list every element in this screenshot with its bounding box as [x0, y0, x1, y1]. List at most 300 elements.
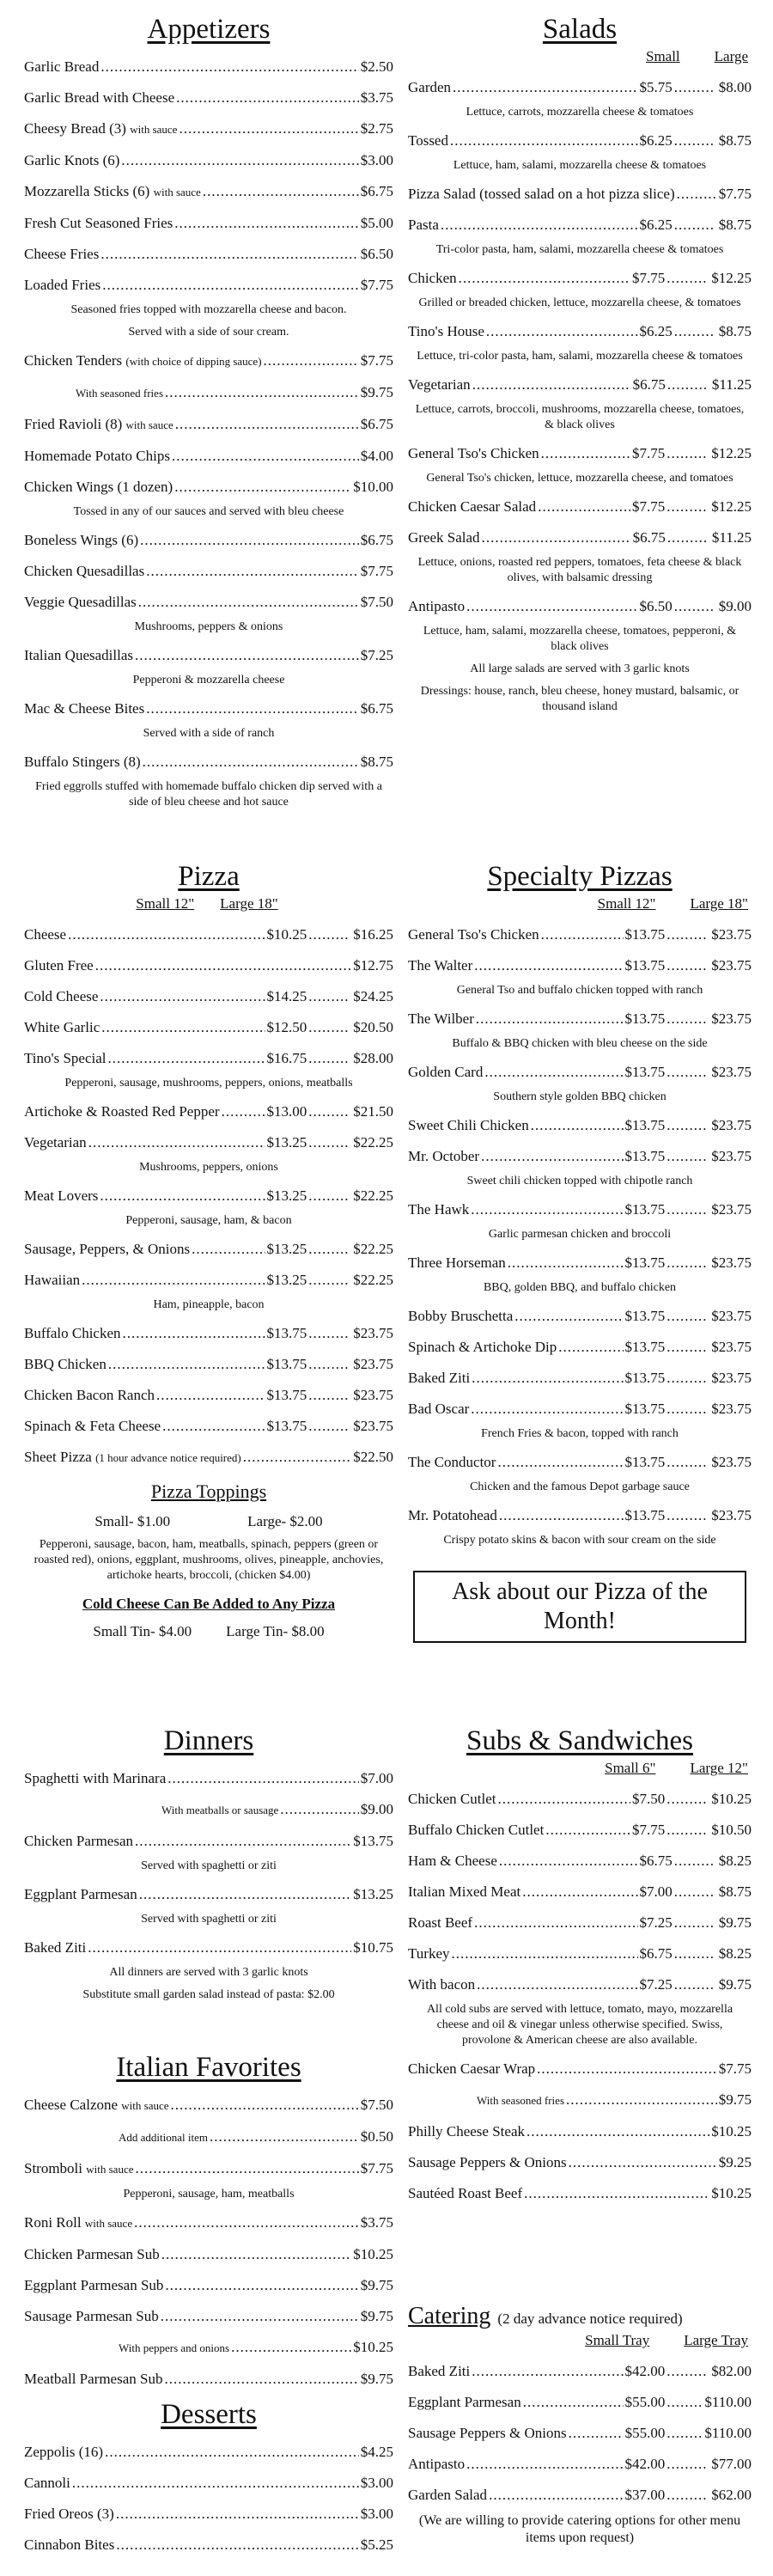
dessert-item [24, 2442, 393, 2463]
dot-leader [138, 592, 359, 613]
item-name: Pasta [408, 217, 439, 233]
dot-leader [308, 1416, 350, 1437]
item-price-small: $6.25 [639, 323, 673, 339]
item-price-small: $13.25 [266, 1272, 307, 1288]
item-price-large: $23.75 [353, 1356, 393, 1372]
item-price-large: $22.25 [353, 1241, 393, 1257]
dot-leader [674, 215, 715, 235]
dot-leader [666, 1452, 708, 1473]
item-name-text: Buffalo Stingers (8) [24, 754, 141, 770]
item-price-small: $12.50 [266, 1019, 307, 1035]
dot-leader [123, 1323, 265, 1344]
pizza-desc: Pepperoni, sausage, ham, & bacon [125, 1214, 292, 1227]
item-name: Cheese [24, 926, 67, 943]
dot-leader [308, 1186, 350, 1206]
item-name [24, 592, 137, 613]
specialty-desc: General Tso and buffalo chicken topped with ranch [456, 984, 703, 997]
item-name-text: Sausage Parmesan Sub [24, 2308, 159, 2324]
item-price-small: $7.75 [632, 270, 666, 286]
salad-desc: Grilled or breaded chicken, lettuce, mozzarella cheese, & tomatoes [418, 296, 741, 309]
sub-item [408, 1820, 752, 1840]
item-price-small: $13.25 [266, 1241, 307, 1257]
specialty-section [408, 859, 752, 1643]
item-price-small: $13.25 [266, 1187, 307, 1204]
dot-leader [541, 925, 624, 945]
item-name-text: Boneless Wings (6) [24, 532, 139, 548]
pizza-section [24, 859, 393, 1640]
item-price-large: $23.75 [711, 1370, 752, 1386]
pizza-item [24, 1102, 393, 1122]
dot-leader [441, 215, 638, 235]
dinners-title: Dinners [163, 1725, 254, 1756]
item-name: Italian Mixed Meat [408, 1883, 521, 1900]
item-price-small: $10.25 [266, 926, 307, 943]
item-name [76, 382, 163, 404]
dot-leader [674, 1913, 715, 1933]
sub-item [408, 1975, 752, 1995]
item-price-large: $10.50 [711, 1822, 752, 1838]
dot-leader [146, 561, 359, 582]
item-name: Garden [408, 79, 452, 95]
dot-leader [308, 1239, 350, 1260]
pizza-desc: Ham, pineapple, bacon [153, 1298, 265, 1311]
item-name-text: With meatballs or sausage [161, 1804, 279, 1816]
item-price-small: $13.75 [624, 1064, 666, 1080]
dot-leader [161, 2306, 359, 2327]
item-name [24, 414, 173, 436]
item-price: $7.50 [360, 594, 393, 610]
mac-cheese-bites [24, 699, 393, 719]
eggplant-parm-desc: Served with spaghetti or ziti [141, 1913, 277, 1926]
item-price-small: $13.75 [624, 1201, 666, 1218]
salads-note2: Dressings: house, ranch, bleu cheese, honey mustard, balsamic, or thousand island [420, 685, 740, 713]
item-name-text: Loaded Fries [24, 277, 101, 293]
item-price-small: $13.75 [624, 1401, 666, 1417]
tin-small: Small Tin- $4.00 [93, 1623, 192, 1639]
item-name: White Garlic [24, 1019, 100, 1035]
item-price-small: $13.75 [624, 926, 666, 943]
wings-desc: Tossed in any of our sauces and served with bleu cheese [73, 505, 344, 518]
catering-size-header [408, 2330, 752, 2351]
item-price: $5.25 [360, 2536, 393, 2553]
item-price-large: $16.25 [353, 926, 393, 943]
item-price-small: $7.75 [632, 1822, 666, 1838]
item-price: $9.75 [360, 2371, 393, 2387]
dot-leader [523, 2392, 624, 2413]
catering-section [408, 2303, 752, 2547]
stingers-desc: Fried eggrolls stuffed with homemade buffalo chicken dip served with a side of bleu cheese and hot sauce [35, 780, 382, 809]
item-price: $7.75 [360, 277, 393, 293]
dot-leader [569, 2423, 624, 2444]
dot-leader [541, 443, 630, 464]
pizza-item [24, 1323, 393, 1344]
veggie-quesadilla-desc: Mushrooms, peppers & onions [134, 620, 283, 633]
dot-leader [139, 1884, 352, 1905]
item-note: with sauce [130, 123, 178, 136]
dot-leader [452, 1944, 638, 1964]
catering-item [408, 2392, 752, 2413]
item-price: $13.75 [353, 1833, 393, 1849]
dot-leader [486, 321, 638, 342]
item-price: $6.50 [360, 246, 393, 262]
pizza-item [24, 1017, 393, 1038]
dot-leader [100, 1186, 265, 1206]
dot-leader [203, 181, 359, 202]
salad-item [408, 443, 752, 464]
item-name-text: Philly Cheese Steak [408, 2123, 525, 2140]
dot-leader [146, 699, 359, 719]
item-name [24, 561, 144, 582]
item-name-text: Chicken Quesadillas [24, 563, 145, 579]
buffalo-stingers [24, 752, 393, 772]
desserts-section [24, 2397, 393, 2555]
pizza-title: Pizza [178, 861, 240, 892]
specialty-size-header [408, 894, 752, 914]
item-price-small: $6.50 [639, 598, 673, 614]
salad-item [408, 131, 752, 151]
item-price-large: $28.00 [353, 1050, 393, 1066]
salad-item [408, 215, 752, 235]
item-price-large: $8.25 [718, 1945, 752, 1962]
italian-quesadillas [24, 645, 393, 666]
item-name [24, 119, 177, 140]
item-name [408, 2121, 525, 2142]
item-name: Greek Salad [408, 529, 480, 546]
item-name [24, 477, 173, 497]
appetizer-item [24, 88, 393, 108]
item-price: $7.00 [360, 1770, 393, 1786]
item-name-text: Italian Quesadillas [24, 647, 133, 663]
item-price-large: $10.25 [711, 1791, 752, 1807]
add-item [24, 2127, 393, 2148]
item-name: Vegetarian [408, 376, 471, 393]
item-price-small: $6.25 [639, 132, 673, 149]
item-price-small: $13.75 [266, 1325, 307, 1341]
dot-leader [466, 2454, 623, 2475]
item-price-small: $6.25 [639, 217, 673, 233]
item-name [24, 699, 144, 719]
dot-leader [666, 443, 708, 464]
catering-item [408, 2485, 752, 2506]
item-name [408, 2059, 535, 2079]
dot-leader [471, 1399, 623, 1419]
catering-title: Catering [408, 2303, 491, 2329]
item-name-text: With seasoned fries [477, 2094, 565, 2107]
salads-section [408, 12, 752, 715]
item-name-text: Meatball Parmesan Sub [24, 2371, 163, 2387]
item-name-text: Zeppolis (16) [24, 2444, 104, 2460]
salad-desc: Lettuce, onions, roasted red peppers, tomatoes, feta cheese & black olives, with balsamic dressing [417, 556, 742, 584]
sub-item [408, 1882, 752, 1902]
item-price-large: $23.75 [711, 1148, 752, 1164]
item-price-large: $9.75 [718, 1914, 752, 1931]
dot-leader [674, 321, 715, 342]
item-name [24, 351, 262, 372]
item-price-small: $14.25 [266, 988, 307, 1004]
item-price-large: $23.75 [711, 1117, 752, 1133]
appetizer-item [24, 446, 393, 467]
item-name-text: Fried Ravioli (8) [24, 416, 123, 432]
item-name-text: Fried Oreos (3) [24, 2506, 114, 2522]
dot-leader [82, 1270, 265, 1291]
item-price-large: $110.00 [704, 2425, 752, 2441]
appetizer-item [24, 181, 393, 203]
item-price: $9.75 [718, 2091, 752, 2108]
specialty-item [408, 1337, 752, 1358]
item-price-large: $23.75 [353, 1325, 393, 1341]
pizza-item [24, 1239, 393, 1260]
item-price-large: $7.75 [718, 186, 752, 202]
dinners-list [24, 1768, 393, 2003]
dot-leader [472, 375, 631, 395]
item-price-small: $13.75 [266, 1356, 307, 1372]
salads-size-header [408, 46, 752, 67]
item-name [24, 645, 133, 666]
dot-leader [308, 1385, 350, 1406]
item-name-text: Cannoli [24, 2475, 70, 2491]
pizza-item [24, 1186, 393, 1206]
pizza-size-small: Small 12" [136, 895, 195, 912]
specialty-desc: French Fries & bacon, topped with ranch [481, 1427, 679, 1440]
dot-leader [171, 2095, 359, 2115]
item-name-text: Chicken Wings (1 dozen) [24, 479, 173, 495]
item-name [408, 2183, 522, 2204]
item-price-small: $13.75 [624, 1370, 666, 1386]
specialty-size-small: Small 12" [597, 895, 656, 912]
dot-leader [100, 986, 265, 1007]
dot-leader [174, 477, 351, 497]
item-name: Cold Cheese [24, 988, 99, 1004]
dot-leader [175, 414, 359, 435]
item-price-large: $62.00 [711, 2487, 752, 2503]
mac-cheese-desc: Served with a side of ranch [143, 727, 275, 740]
item-name [408, 2152, 567, 2173]
item-price-large: $11.25 [711, 376, 752, 393]
specialty-size-large: Large 18" [690, 895, 748, 912]
item-price: $4.25 [360, 2444, 393, 2460]
salads-title: Salads [542, 14, 618, 45]
dot-leader [674, 1882, 715, 1902]
item-price-large: $11.25 [711, 529, 752, 546]
salad-item [408, 375, 752, 395]
item-price-large: $12.25 [711, 270, 752, 286]
item-price-large: $21.50 [353, 1103, 393, 1120]
dot-leader [666, 1146, 708, 1167]
item-price-small: $13.75 [624, 1117, 666, 1133]
subs-size-small: Small 6" [605, 1760, 656, 1776]
salad-desc: Lettuce, carrots, broccoli, mushrooms, mozzarella cheese, tomatoes, & black olives [415, 403, 745, 431]
item-price-small: $42.00 [624, 2456, 666, 2472]
specialty-item [408, 955, 752, 976]
tin-large: Large Tin- $8.00 [226, 1623, 325, 1639]
pizza-item [24, 925, 393, 945]
pizza-desc: Mushrooms, peppers, onions [139, 1161, 278, 1174]
item-name-text: Chicken Parmesan [24, 1833, 133, 1849]
dot-leader [308, 1132, 350, 1153]
item-price-large: $23.75 [711, 1339, 752, 1355]
dinners-note2: Substitute small garden salad instead of pasta: $2.00 [82, 1988, 335, 2001]
dot-leader [453, 77, 637, 98]
dot-leader [472, 1368, 623, 1389]
item-price: $10.00 [353, 479, 393, 495]
dessert-item [24, 2535, 393, 2555]
item-name [24, 2213, 132, 2234]
item-price-small: $7.50 [632, 1791, 666, 1807]
specialty-item [408, 1062, 752, 1083]
item-price-large: $110.00 [704, 2394, 752, 2410]
dot-leader [674, 77, 715, 98]
item-price: $10.25 [353, 2246, 393, 2262]
spaghetti [24, 1768, 393, 1789]
dot-leader [537, 2059, 717, 2079]
item-price: $10.75 [353, 1939, 393, 1956]
item-price-large: $23.75 [711, 1401, 752, 1417]
item-name-text: Stromboli [24, 2160, 83, 2176]
item-name: Bobby Bruschetta [408, 1308, 514, 1324]
item-name: The Hawk [408, 1201, 470, 1218]
dot-leader [474, 1913, 637, 1933]
item-price: $9.75 [360, 2308, 393, 2324]
item-price: $8.75 [360, 754, 393, 770]
item-price-small: $13.75 [624, 1507, 666, 1523]
item-price-large: $23.75 [711, 926, 752, 943]
pizza-item [24, 1385, 393, 1406]
dot-leader [674, 1851, 715, 1871]
pizza-size-large: Large 18" [220, 895, 278, 912]
item-name: Vegetarian [24, 1134, 87, 1151]
catering-size-small: Small Tray [585, 2332, 650, 2348]
item-note: with sauce [121, 2099, 169, 2112]
item-name: Buffalo Chicken Cutlet [408, 1822, 545, 1838]
appetizer-item [24, 414, 393, 436]
item-name-text: Chicken Parmesan Sub [24, 2246, 160, 2262]
dot-leader [472, 2361, 623, 2382]
item-price-small: $13.25 [266, 1134, 307, 1151]
item-price: $5.00 [360, 215, 393, 231]
item-name [24, 88, 174, 108]
item-price-large: $8.00 [718, 79, 752, 95]
subs-title: Subs & Sandwiches [466, 1725, 693, 1756]
item-note: with sauce [86, 2163, 134, 2176]
dot-leader [524, 2183, 709, 2204]
dot-leader [499, 1851, 638, 1871]
specialty-item [408, 1368, 752, 1389]
item-price-large: $23.75 [353, 1418, 393, 1434]
dot-leader [100, 57, 358, 77]
item-name-text: Baked Ziti [24, 1939, 87, 1956]
italian-title: Italian Favorites [116, 2052, 301, 2083]
dot-leader [666, 1306, 708, 1327]
specialty-item [408, 1009, 752, 1029]
item-name: BBQ Chicken [24, 1356, 107, 1372]
dot-leader [674, 1975, 715, 1995]
item-price-large: $82.00 [711, 2363, 752, 2379]
salad-desc: Lettuce, ham, salami, mozzarella cheese & tomatoes [453, 159, 707, 172]
specialty-desc: Chicken and the famous Depot garbage sauce [470, 1480, 690, 1493]
item-price-small: $6.75 [632, 529, 666, 546]
loaded-fries-desc: Seasoned fries topped with mozzarella cheese and bacon. [70, 303, 347, 316]
item-name [119, 2127, 208, 2148]
pizza-item [24, 1416, 393, 1437]
item-price-small: $37.00 [624, 2487, 666, 2503]
dot-leader [88, 1132, 265, 1153]
tin-prices [24, 1623, 393, 1640]
item-name: Baked Ziti [408, 2363, 471, 2379]
item-name: Meat Lovers [24, 1187, 99, 1204]
sub-item [408, 1851, 752, 1871]
dot-leader [666, 955, 708, 976]
wrap-with-fries [408, 2090, 752, 2111]
item-name: Tino's House [408, 323, 484, 339]
item-price-large: $9.00 [718, 598, 752, 614]
item-name: Antipasto [408, 2456, 466, 2472]
dot-leader [308, 986, 350, 1007]
item-name: With bacon [408, 1976, 476, 1993]
item-price-large: $23.75 [711, 1010, 752, 1027]
specialty-desc: Buffalo & BBQ chicken with bleu cheese on the side [452, 1037, 708, 1050]
catering-size-large: Large Tray [684, 2332, 748, 2348]
item-price-small: $13.75 [624, 1010, 666, 1027]
chicken-tenders [24, 351, 393, 372]
item-name [24, 181, 201, 203]
item-name [24, 1884, 137, 1905]
dot-leader [210, 2127, 359, 2147]
baked-ziti [24, 1938, 393, 1958]
item-name-text: Sausage Peppers & Onions [408, 2154, 567, 2170]
appetizer-item [24, 119, 393, 140]
salad-desc: Lettuce, ham, salami, mozzarella cheese, tomatoes, pepperoni, & black olives [423, 625, 737, 653]
dot-leader [308, 1354, 350, 1375]
sausage-parm-sub [24, 2306, 393, 2327]
appetizers-title: Appetizers [147, 14, 271, 45]
appetizer-item [24, 57, 393, 77]
item-name [24, 2535, 114, 2555]
chicken-parmesan [24, 1831, 393, 1852]
item-name-text: Cheese Fries [24, 246, 100, 262]
eggplant-parmesan [24, 1884, 393, 1905]
item-price-large: $23.75 [711, 1308, 752, 1324]
item-name [24, 213, 173, 234]
item-price-large: $8.75 [718, 132, 752, 149]
dot-leader [280, 1799, 358, 1820]
item-name [161, 1799, 278, 1821]
item-price: $2.75 [360, 120, 393, 137]
item-price: $7.75 [360, 563, 393, 579]
dot-leader [105, 2442, 359, 2463]
specialty-item [408, 925, 752, 945]
dot-leader [308, 925, 350, 945]
dot-leader [140, 530, 359, 551]
dot-leader [674, 131, 715, 151]
dot-leader [484, 1062, 623, 1083]
dot-leader [143, 752, 359, 772]
chicken-caesar-wrap [408, 2059, 752, 2079]
item-price: $4.00 [360, 448, 393, 464]
item-name-text: Spaghetti with Marinara [24, 1770, 167, 1786]
item-price-small: $13.00 [266, 1103, 307, 1120]
item-name: Golden Card [408, 1064, 484, 1080]
specialty-title: Specialty Pizzas [487, 861, 673, 892]
tenders-with-fries [24, 382, 393, 404]
item-name-text: Eggplant Parmesan Sub [24, 2277, 164, 2293]
dot-leader [489, 2485, 623, 2506]
dot-leader [222, 1102, 265, 1122]
item-price-small: $13.75 [624, 1454, 666, 1470]
item-name [24, 2275, 163, 2296]
dot-leader [174, 213, 358, 234]
item-price-small: $12.75 [353, 957, 393, 974]
dot-leader [666, 2423, 701, 2444]
